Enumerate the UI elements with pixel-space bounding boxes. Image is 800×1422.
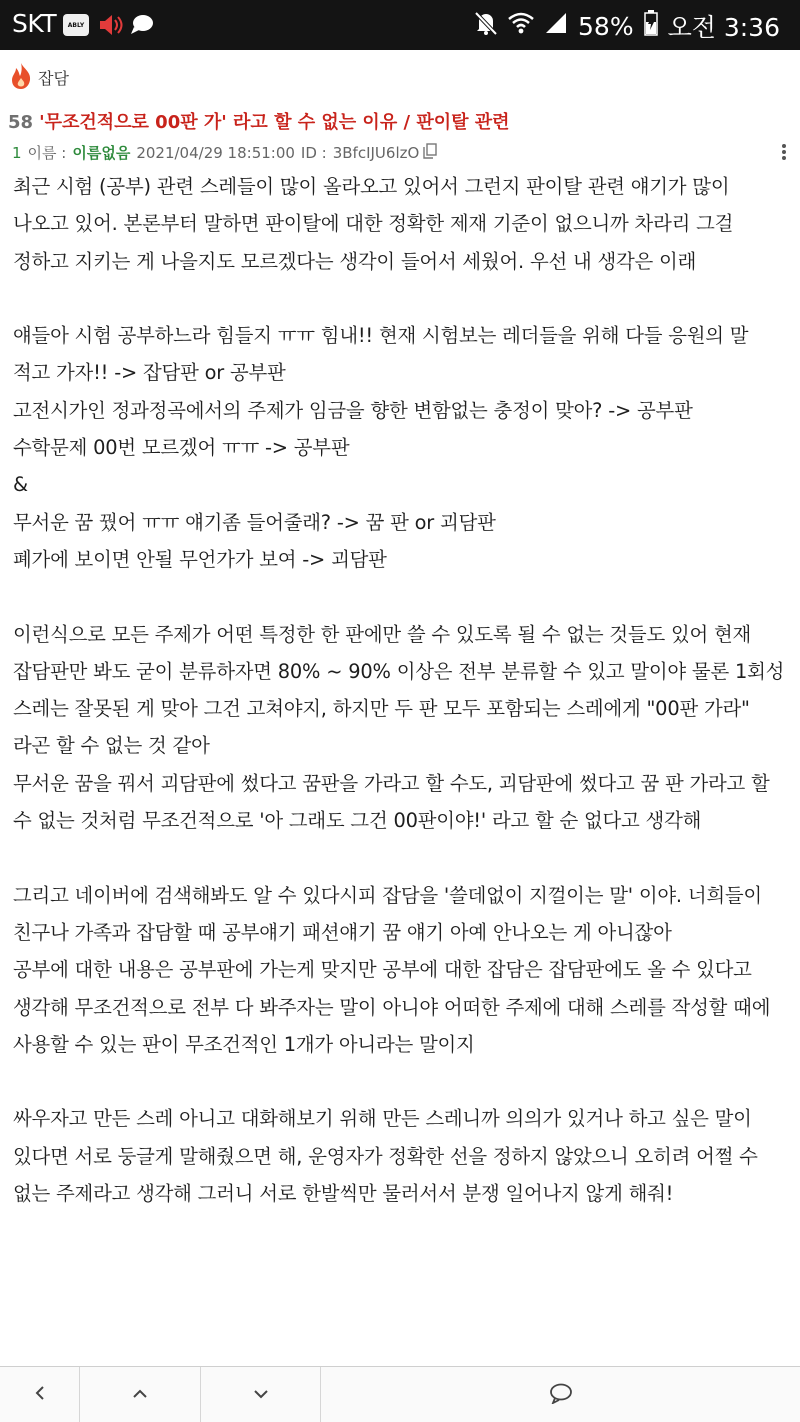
author-id: 3BfcIJU6lzO: [332, 143, 420, 162]
scroll-up-icon: [131, 1386, 149, 1405]
more-options-icon[interactable]: [778, 142, 790, 164]
post-body: 최근 시험 (공부) 관련 스레들이 많이 올라오고 있어서 그런지 판이탈 관련 얘기가 많이 나오고 있어. 본론부터 말하면 판이탈에 대한 정확한 제재 기준이 없으니까 차라리 그걸 정하고 지키는 게 나을지도 모르겠다는 생각이 들어서 세웠어. 우선 내 생각은 이래 얘들아 시험 공부하느라 힘들지 ㅠㅠ 힘내!! 현재 시험보는 레더들을 위해 다들 응원의 말 적고 가자!! -> 잡담판 or 공부판 고전시가인 정과정곡에서의 주제가 임금을 향한 변함없는 충정이 맞아? -> 공부판 수학문제 00번 모르겠어 ㅠㅠ -> 공부판 & 무서운 꿈 꿨어 ㅠㅠ 얘기좀 들어줄래? -> 꿈 판 or 괴담판 폐가에 보이면 안될 무언가가 보여 -> 괴담판 이런식으로 모든 주제가 어떤 특정한 한 판에만 쓸 수 있도록 될 수 없는 것들도 있어 현재 잡담판만 봐도 굳이 분류하자면 80% ~ 90% 이상은 전부 분류할 수 있고 말이야 물론 1회성 스레는 잘못된 게 맞아 그건 고쳐야지, 하지만 두 판 모두 포함되는 스레에게 "00판 가라" 라곤 할 수 없는 것 같아 무서운 꿈을 꿔서 괴담판에 썼다고 꿈판을 가라고 할 수도, 괴담판에 썼다고 꿈 판 가라고 할 수 없는 것처럼 무조건적으로 '아 그래도 그건 00판이야!' 라고 할 순 없다고 생각해 그리고 네이버에 검색해봐도 알 수 있다시피 잡담을 '쓸데없이 지껄이는 말' 이야. 너희들이 친구나 가족과 잡담할 때 공부얘기 패션얘기 꿈 얘기 아예 안나오는 게 아니잖아 공부에 대한 내용은 공부판에 가는게 맞지만 공부에 대한 잡담은 잡담판에도 올 수 있다고 생각해 무조건적으로 전부 다 봐주자는 말이 아니야 어떠한 주제에 대해 스레를 작성할 때에 사용할 수 있는 판이 무조건적인 1개가 아니라는 말이지 싸우자고 만든 스레 아니고 대화해보기 위해 만든 스레니까 의의가 있거나 하고 싶은 말이 있다면 서로 둥글게 말해줬으면 해, 운영자가 정확한 선을 정하지 않았으니 오히려 어쩔 수 없는 주제라고 생각해 그러니 서로 한발씩만 물러서서 분쟁 일어나지 않게 해줘!: [13, 175, 785, 1206]
scroll-up-button[interactable]: [80, 1367, 201, 1422]
speaker-icon: [98, 14, 124, 40]
author-name: 이름없음: [72, 144, 131, 162]
mute-icon: [474, 10, 498, 42]
clock: 오전 3:36: [667, 13, 780, 42]
post-meta: [12, 142, 437, 163]
ably-app-icon: ABLY: [63, 14, 89, 36]
thread-number: 58: [8, 112, 34, 133]
back-button[interactable]: [0, 1367, 80, 1422]
scroll-down-button[interactable]: [201, 1367, 321, 1422]
status-right: [474, 8, 780, 44]
bottom-nav: [0, 1366, 800, 1422]
wifi-icon: [508, 11, 534, 41]
flame-icon: [10, 62, 32, 94]
comment-button[interactable]: [321, 1367, 800, 1422]
signal-icon: [544, 11, 568, 41]
chat-bubble-icon: [130, 13, 154, 35]
copy-icon[interactable]: [423, 143, 437, 163]
back-icon: [33, 1384, 47, 1406]
battery-percent: 58%: [578, 11, 634, 41]
response-number[interactable]: 1: [12, 143, 22, 162]
board-name[interactable]: 잡담: [38, 69, 69, 88]
carrier-label: SKT: [12, 9, 57, 38]
battery-icon: [644, 10, 658, 42]
name-label: 이름 :: [27, 144, 67, 162]
comment-icon: [548, 1382, 574, 1408]
id-label: ID :: [300, 143, 327, 162]
status-bar: [0, 0, 800, 50]
thread-title-text: '무조건적으로 00판 가' 라고 할 수 없는 이유 / 판이탈 관련: [39, 112, 510, 133]
post-date: 2021/04/29 18:51:00: [136, 143, 295, 162]
scroll-down-icon: [252, 1386, 270, 1405]
thread-title: [8, 108, 788, 134]
